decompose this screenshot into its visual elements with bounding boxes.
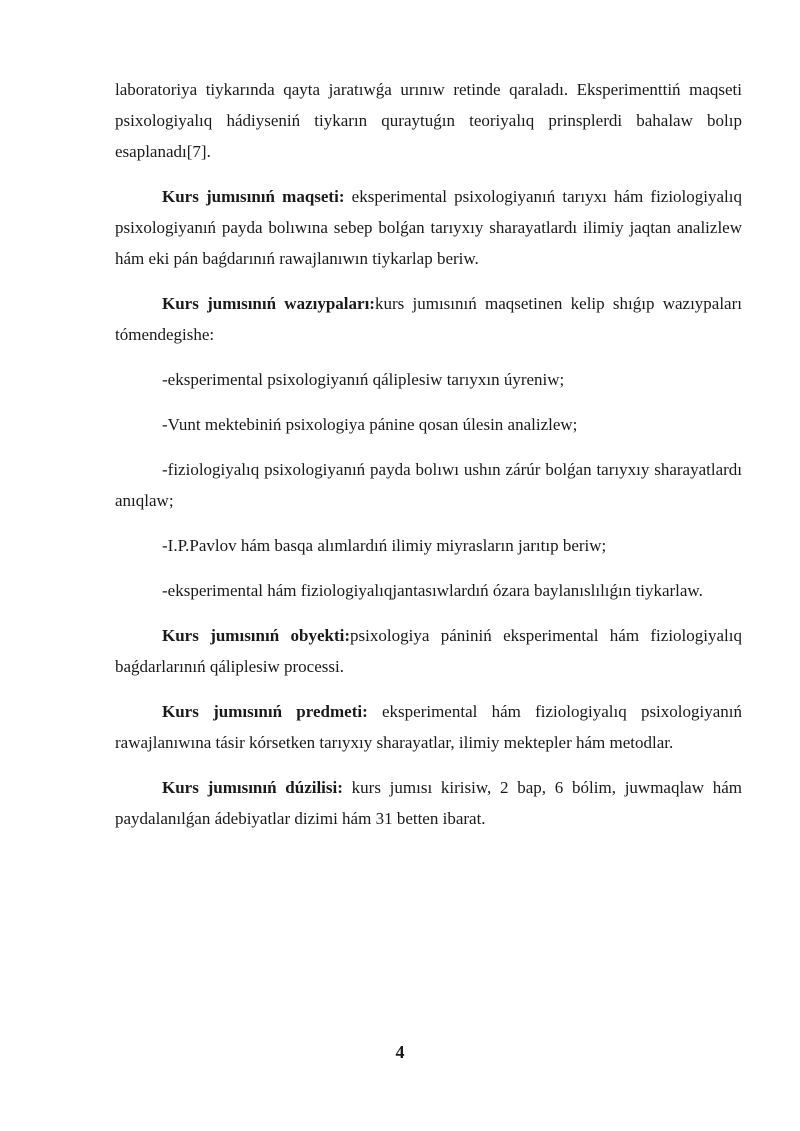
structure-paragraph [115,772,742,834]
task-item-text: -I.P.Pavlov hám basqa alımlardıń ilimiy miyrasların jarıtıp beriw; [162,536,607,555]
structure-text: kurs jumısı kirisiw, 2 bap, 6 bólim, juwmaqlaw hám paydalanılǵan ádebiyatlar dizimi hám 31 betten ibarat. [115,778,743,828]
task-item [115,530,742,561]
task-item [115,575,742,606]
task-item-text: -eksperimental psixologiyanıń qáliplesiw tarıyxın úyreniw; [162,370,565,389]
structure-label: Kurs jumısınıń dúzilisi: [162,778,343,797]
subject-label: Kurs jumısınıń predmeti: [162,702,368,721]
task-item-text: -Vunt mektebiniń psixologiya pánine qosan úlesin analizlew; [162,415,578,434]
subject-paragraph [115,696,742,758]
intro-paragraph [115,74,742,167]
goal-text: eksperimental psixologiyanıń tarıyxı hám fiziologiyalıq psixologiyanıń payda bolıwına sebep bolǵan tarıyxıy sharayatlardı ilimiy jaqtan analizlew hám eki pán baǵdarınıń rawajlanıwın tiykarlap beriw. [115,187,742,268]
intro-text: laboratoriya tiykarında qayta jaratıwǵa urınıw retinde qaraladı. Eksperimenttiń maqseti psixologiyalıq hádiyseniń tiykarın quraytuǵın teoriyalıq prinsplerdi bahalaw bolıp esaplanadı[7]. [115,80,742,161]
goal-label: Kurs jumısınıń maqseti: [162,187,345,206]
task-item [115,409,742,440]
object-paragraph [115,620,742,682]
subject-text: eksperimental hám fiziologiyalıq psixologiyanıń rawajlanıwına tásir kórsetken tarıyxıy sharayatlar, ilimiy mektepler hám metodlar. [115,702,742,752]
task-item [115,454,742,516]
tasks-paragraph [115,288,742,350]
tasks-text: kurs jumısınıń maqsetinen kelip shıǵıp wazıypaları tómendegishe: [115,294,742,344]
goal-paragraph [115,181,742,274]
task-item-text: -eksperimental hám fiziologiyalıqjantasıwlardıń ózara baylanıslılıǵın tiykarlaw. [162,581,703,600]
task-item-text: -fiziologiyalıq psixologiyanıń payda bolıwı ushın zárúr bolǵan tarıyxıy sharayatlardı anıqlaw; [115,460,742,510]
tasks-label: Kurs jumısınıń wazıypaları: [162,294,375,313]
page-number: 4 [395,1042,405,1062]
document-body [115,74,742,848]
task-item [115,364,742,395]
object-text: psixologiya pániniń eksperimental hám fiziologiyalıq baǵdarlarınıń qáliplesiw processi. [115,626,742,676]
object-label: Kurs jumısınıń obyekti: [162,626,351,645]
